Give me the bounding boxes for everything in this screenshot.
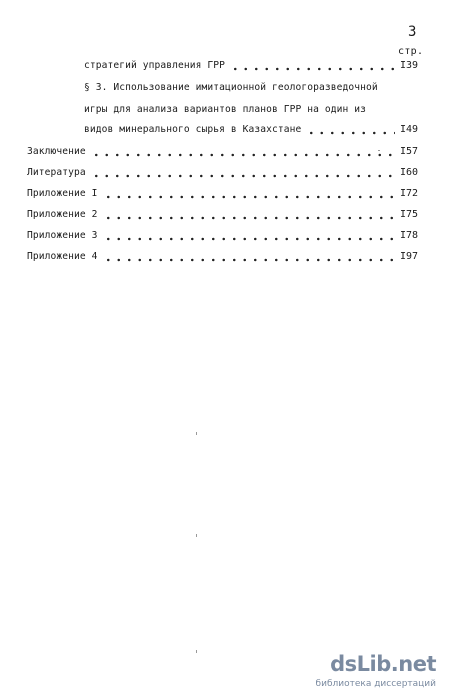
toc-leader-dots bbox=[103, 216, 395, 220]
toc-entry-page: I39 bbox=[400, 60, 419, 71]
toc-leader-dots bbox=[103, 258, 395, 262]
toc-entry-title: Приложение 4 bbox=[27, 251, 98, 262]
toc-entry-title: § 3. Использование имитационной геологоразведочной bbox=[84, 82, 378, 93]
toc-entry-page: I72 bbox=[400, 188, 419, 199]
toc-entry bbox=[84, 122, 424, 138]
toc-entry-title: Литература bbox=[27, 167, 86, 178]
toc-entry bbox=[27, 228, 424, 244]
toc-entry-page: I49 bbox=[400, 124, 419, 135]
toc-entry-title: Приложение I bbox=[27, 188, 98, 199]
page-column-label: стр. bbox=[398, 46, 424, 57]
toc-leader-dots bbox=[103, 195, 395, 199]
page-number: 3 bbox=[408, 24, 417, 40]
toc-entry-title: Заключение bbox=[27, 146, 86, 157]
dslib-watermark[interactable] bbox=[315, 652, 442, 692]
toc-leader-dots bbox=[91, 153, 395, 157]
scan-speck bbox=[196, 650, 197, 653]
toc-entry-page: I78 bbox=[400, 230, 419, 241]
toc-entry-page: I75 bbox=[400, 209, 419, 220]
toc-entry-title: видов минерального сырья в Казахстане bbox=[84, 124, 302, 135]
toc-leader-dots bbox=[103, 237, 395, 241]
dslib-logo: dsLib.net bbox=[330, 652, 436, 676]
dslib-tagline: библиотека диссертаций bbox=[315, 679, 436, 689]
toc-entry bbox=[27, 186, 424, 202]
toc-entry bbox=[27, 144, 424, 160]
toc-entry-title: Приложение 3 bbox=[27, 230, 98, 241]
toc-entry-title: стратегий управления ГРР bbox=[84, 60, 226, 71]
toc-leader-dots bbox=[306, 131, 395, 135]
toc-entry bbox=[84, 58, 424, 74]
toc-entry-page: I57 bbox=[400, 146, 419, 157]
scan-speck bbox=[196, 534, 197, 537]
toc-leader-dots bbox=[91, 174, 395, 178]
toc-entry-page: I97 bbox=[400, 251, 419, 262]
toc-entry bbox=[27, 165, 424, 181]
scan-speck bbox=[378, 150, 380, 151]
toc-entry bbox=[27, 249, 424, 265]
toc-entry bbox=[27, 207, 424, 223]
toc-leader-dots bbox=[230, 67, 395, 71]
toc-entry-page: I60 bbox=[400, 167, 419, 178]
toc-entry-title: Приложение 2 bbox=[27, 209, 98, 220]
scan-speck bbox=[196, 432, 197, 435]
toc-entry-title: игры для анализа вариантов планов ГРР на один из bbox=[84, 104, 367, 115]
